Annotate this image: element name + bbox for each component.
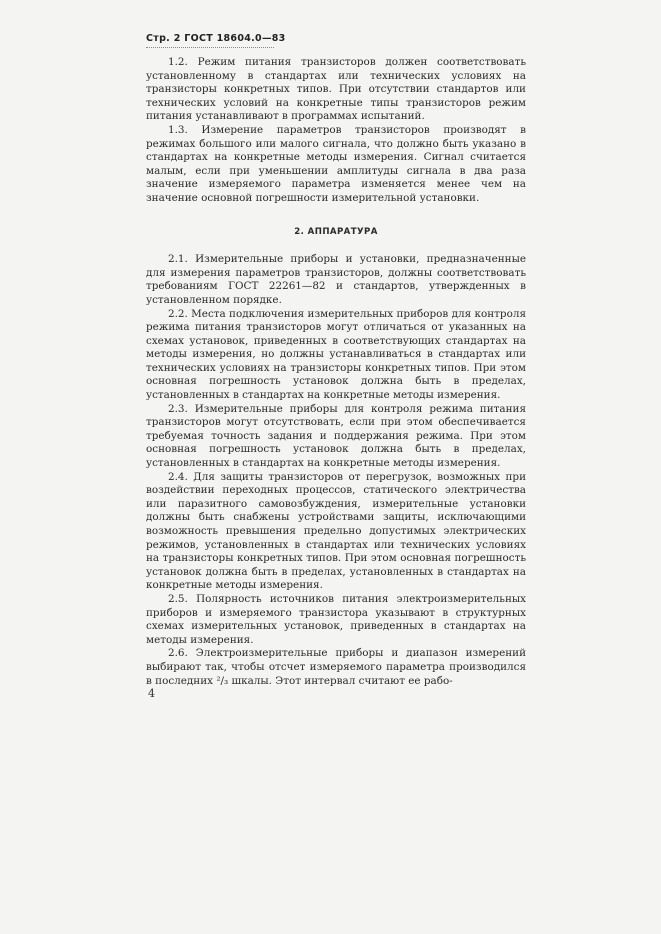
paragraph-2-6: 2.6. Электроизмерительные приборы и диапазон измерений выбирают так, чтобы отсчет измеряемого параметра производился в последних ²/₃ шкалы. Этот интервал считают ее рабо- [146, 647, 526, 687]
paragraph-1-2: 1.2. Режим питания транзисторов должен соответствовать установленному в стандартах или технических условиях на транзисторы конкретных типов. При отсутствии стандартов или технических условий на конкретные типы транзисторов режим питания устанавливают в программах испытаний. [146, 56, 526, 123]
paragraph-2-3: 2.3. Измерительные приборы для контроля режима питания транзисторов могут отсутствовать, если при этом обеспечивается требуемая точность задания и поддержания режима. При этом основная погрешность установок должна быть в пределах, установленных в стандартах на конкретные методы измерения. [146, 402, 526, 470]
body-text [146, 56, 526, 688]
page-number: 4 [148, 687, 155, 700]
paragraph-2-5: 2.5. Полярность источников питания электроизмерительных приборов и измеряемого транзистора указывают в структурных схемах измерительных установок, приведенных в стандартах на методы измерения. [146, 592, 526, 646]
section-heading: 2. АППАРАТУРА [294, 226, 378, 237]
paragraph-2-2: 2.2. Места подключения измерительных приборов для контроля режима питания транзисторов могут отличаться от указанных на схемах установок, приведенных в соответствующих стандартах на методы измерения, но должны устанавливаться в стандартах или технических условиях на транзисторы конкретных типов. При этом основная погрешность установок должна быть в пределах, установленных в стандартах на конкретные методы измерения. [146, 307, 526, 402]
paragraph-2-1: 2.1. Измерительные приборы и установки, предназначенные для измерения параметров транзисторов, должны соответствовать требованиям ГОСТ 22261—82 и стандартов, утвержденных в установленном порядке. [146, 253, 526, 306]
paragraph-1-3: 1.3. Измерение параметров транзисторов производят в режимах большого или малого сигнала, что должно быть указано в стандартах на конкретные методы измерения. Сигнал считается малым, если при уменьшении амплитуды сигнала в два раза значение измеряемого параметра изменяется менее чем на значение основной погрешности измерительной установки. [146, 123, 526, 204]
paragraph-2-4: 2.4. Для защиты транзисторов от перегрузок, возможных при воздействии переходных процессов, статического электричества или паразитного самовозбуждения, измерительные установки должны быть снабжены устройствами защиты, исключающими возможность превышения предельно допустимых электрических режимов, установленных в стандартах или технических условиях на транзисторы конкретных типов. При этом основная погрешность установок должна быть в пределах, установленных в стандартах на конкретные методы измерения. [146, 470, 526, 592]
header-rule [146, 47, 274, 48]
page-header: Стр. 2 ГОСТ 18604.0—83 [146, 33, 286, 44]
